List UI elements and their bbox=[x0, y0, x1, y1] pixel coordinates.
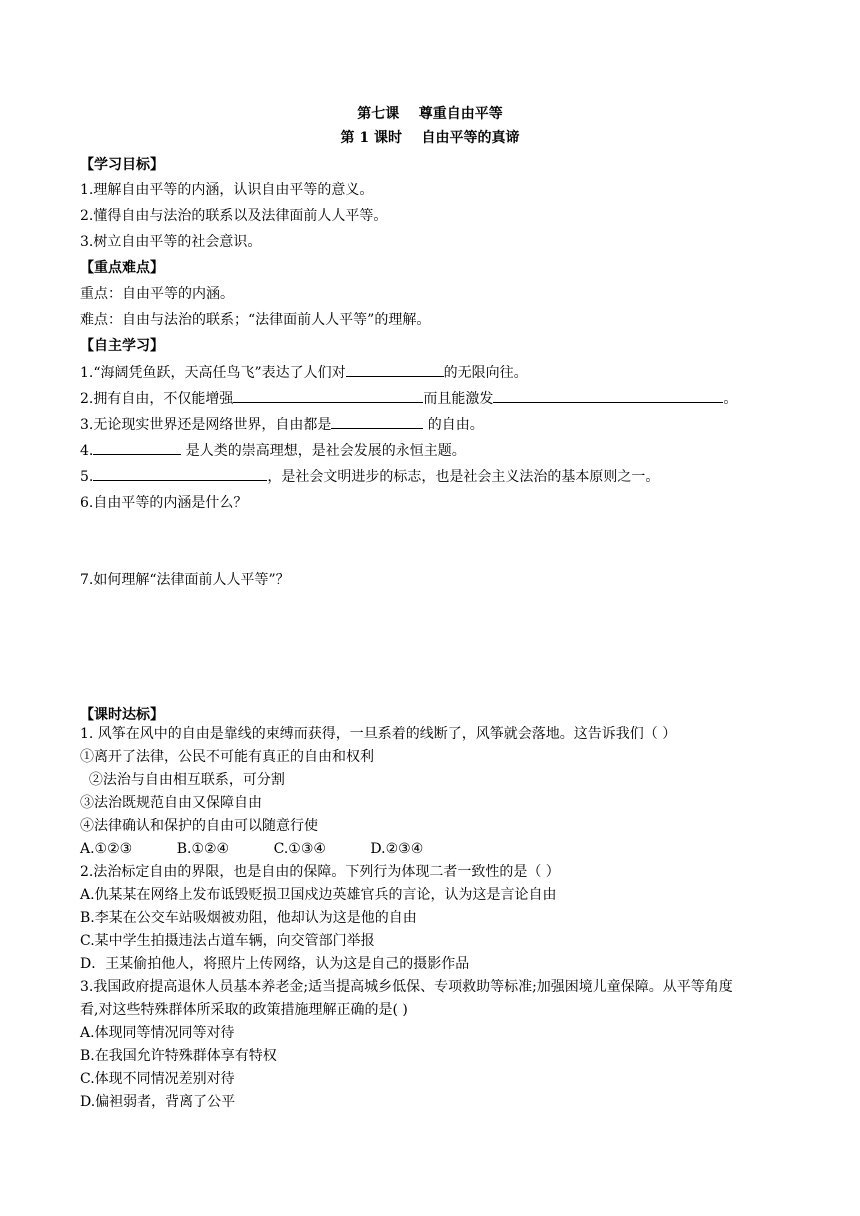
exercise-1-statement: ④法律确认和保护的自由可以随意行使 bbox=[80, 818, 318, 834]
answer-blank[interactable] bbox=[346, 362, 444, 377]
difficult-point: 难点：自由与法治的联系；“法律面前人人平等”的理解。 bbox=[80, 312, 431, 328]
objective-item: 2.懂得自由与法治的联系以及法律面前人人平等。 bbox=[80, 208, 388, 224]
self-study-question-6: 6.自由平等的内涵是什么？ bbox=[80, 495, 248, 511]
exercise-2-option-c: C.某中学生拍摄违法占道车辆，向交管部门举报 bbox=[80, 933, 375, 949]
exercise-3-option-d: D.偏袒弱者，背离了公平 bbox=[80, 1094, 236, 1110]
question-text: 而且能激发 bbox=[423, 391, 494, 407]
self-study-question-7: 7.如何理解“法律面前人人平等”？ bbox=[80, 572, 290, 588]
self-study-question-5 bbox=[80, 466, 659, 487]
self-study-question-4 bbox=[80, 440, 466, 461]
question-text: 1.“海阔凭鱼跃，天高任鸟飞”表达了人们对 bbox=[80, 365, 346, 381]
lesson-subtitle: 第 1 课时 自由平等的真谛 bbox=[340, 130, 520, 146]
exercise-2-stem: 2.法治标定自由的界限，也是自由的保障。下列行为体现二者一致性的是（ ） bbox=[80, 864, 560, 880]
exercise-1-statement: ①离开了法律，公民不可能有真正的自由和权利 bbox=[80, 749, 374, 765]
question-text: 2.拥有自由，不仅能增强 bbox=[80, 391, 234, 407]
exercises-heading: 【课时达标】 bbox=[80, 707, 164, 723]
lesson-title: 第七课 尊重自由平等 bbox=[357, 106, 503, 122]
self-study-heading: 【自主学习】 bbox=[80, 338, 164, 354]
answer-blank[interactable] bbox=[93, 466, 267, 481]
answer-blank[interactable] bbox=[331, 414, 423, 429]
exercise-3-option-a: A.体现同等情况同等对待 bbox=[80, 1025, 235, 1041]
exercise-3-stem: 看,对这些特殊群体所采取的政策措施理解正确的是( ) bbox=[80, 1002, 408, 1018]
self-study-question-3 bbox=[80, 414, 484, 435]
self-study-question-1 bbox=[80, 362, 528, 383]
question-text: 4. bbox=[80, 443, 94, 459]
exercise-2-option-b: B.李某在公交车站吸烟被劝阻，他却认为这是他的自由 bbox=[80, 910, 417, 926]
exercise-3-option-b: B.在我国允许特殊群体享有特权 bbox=[80, 1048, 277, 1064]
exercise-3-stem: 3.我国政府提高退休人员基本养老金;适当提高城乡低保、专项救助等标准;加强困境儿童保障。从平等角度 bbox=[80, 979, 733, 995]
key-point: 重点：自由平等的内涵。 bbox=[80, 286, 234, 302]
question-text: ，是社会文明进步的标志，也是社会主义法治的基本原则之一。 bbox=[267, 469, 660, 485]
key-points-heading: 【重点难点】 bbox=[80, 260, 164, 276]
exercise-1-statement: ③法治既规范自由又保障自由 bbox=[80, 795, 262, 811]
question-text: 5. bbox=[80, 469, 94, 485]
self-study-question-2 bbox=[80, 388, 737, 409]
exercise-1-stem: 1. 风筝在风中的自由是靠线的束缚而获得，一旦系着的线断了，风筝就会落地。这告诉我们（ ） bbox=[80, 726, 677, 742]
question-text: 的无限向往。 bbox=[443, 365, 528, 381]
objectives-heading: 【学习目标】 bbox=[80, 157, 164, 173]
exercise-1-options: A.①②③ B.①②④ C.①③④ D.②③④ bbox=[80, 841, 424, 857]
exercise-2-option-d: D．王某偷拍他人，将照片上传网络，认为这是自己的摄影作品 bbox=[80, 956, 470, 972]
exercise-2-option-a: A.仇某某在网络上发布诋毁贬损卫国戍边英雄官兵的言论，认为这是言论自由 bbox=[80, 887, 557, 903]
objective-item: 3.树立自由平等的社会意识。 bbox=[80, 234, 262, 250]
question-text: 。 bbox=[723, 391, 738, 407]
exercise-3-option-c: C.体现不同情况差别对待 bbox=[80, 1071, 235, 1087]
answer-blank[interactable] bbox=[493, 388, 723, 403]
answer-blank[interactable] bbox=[93, 440, 181, 455]
answer-blank[interactable] bbox=[233, 388, 423, 403]
question-text: 是人类的崇高理想，是社会发展的永恒主题。 bbox=[181, 443, 466, 459]
objective-item: 1.理解自由平等的内涵，认识自由平等的意义。 bbox=[80, 182, 374, 198]
exercise-1-statement: ②法治与自由相互联系，可分割 bbox=[80, 772, 285, 788]
question-text: 3.无论现实世界还是网络世界，自由都是 bbox=[80, 417, 332, 433]
question-text: 的自由。 bbox=[423, 417, 484, 433]
